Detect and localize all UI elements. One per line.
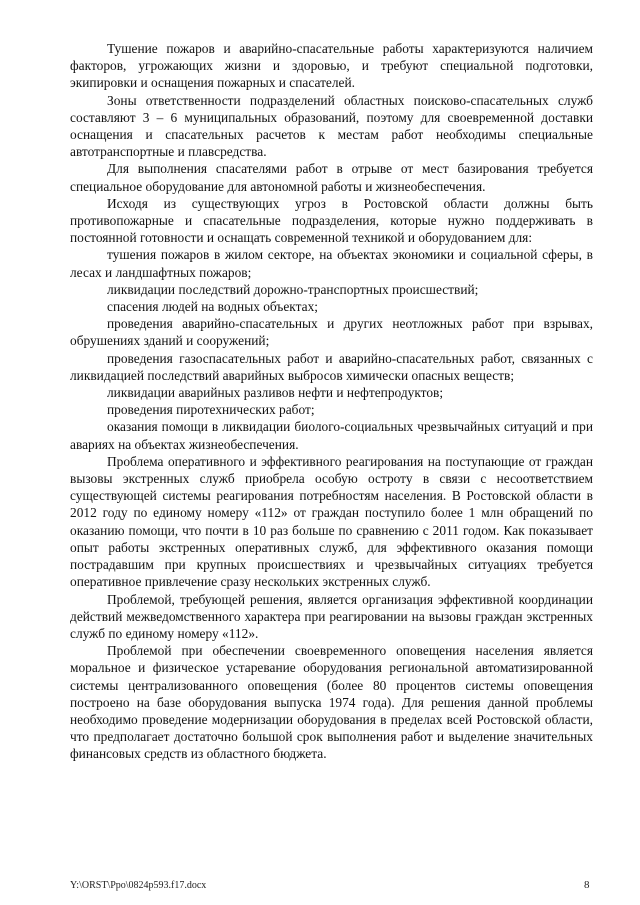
list-item-oil-spills: ликвидации аварийных разливов нефти и нефтепродуктов;: [107, 385, 444, 401]
paragraph-response-problem: Проблема оперативного и эффективного реагирования на поступающие от граждан вызовы экстренных служб приобрела особую остроту в связи с несоответствием существующей системы реагирования потребностям населения. В Ростовской области в 2012 году по единому номеру «112» от граждан поступило более 1 млн обращений по оказанию помощи, что почти в 10 раз больше по сравнению с 2011 годом. Как показывает опыт работы экстренных оперативных служб, для эффективного оказания помощи пострадавшим при крупных происшествиях и чрезвычайных ситуациях требуется оперативное привлечение сразу нескольких экстренных служб.: [70, 453, 593, 590]
page-number: 8: [584, 879, 590, 891]
paragraph-responsibility-zones: Зоны ответственности подразделений областных поисково-спасательных служб составляют 3 – 6 муниципальных образований, поэтому для своевременной доставки оснащения и спасательных расчетов к местам работ необходимы специальные автотранспортные и плавсредства.: [70, 92, 593, 160]
footer-file-path: Y:\ORST\Ppo\0824p593.f17.docx: [70, 880, 207, 891]
paragraph-warning-system-problem: Проблемой при обеспечении своевременного оповещения населения является моральное и физическое устаревание оборудования региональной автоматизированной системы централизованного оповещения (более 80 процентов системы оповещения построено на базе оборудования выпуска 1974 года). Для решения данной проблемы необходимо проведение модернизации оборудования в пределах всей Ростовской области, что предполагает достаточно большой срок выполнения работ и выделение значительных финансовых средств из областного бюджета.: [70, 643, 593, 762]
list-item-fire-extinguishing: тушения пожаров в жилом секторе, на объектах экономики и социальной сферы, в лесах и ландшафтных пожаров;: [70, 247, 593, 280]
paragraph-autonomous-equipment: Для выполнения спасателями работ в отрыве от мест базирования требуется специальное оборудование для автономной работы и жизнеобеспечения.: [70, 161, 593, 194]
list-item-pyrotechnic: проведения пиротехнических работ;: [107, 402, 315, 418]
list-item-water-rescue: спасения людей на водных объектах;: [107, 299, 318, 315]
paragraph-firefighting-factors: Тушение пожаров и аварийно-спасательные работы характеризуются наличием факторов, угрожающих жизни и здоровью, и требуют специальной подготовки, экипировки и оснащения пожарных и спасателей.: [70, 41, 593, 91]
document-body: [70, 40, 593, 763]
list-item-gas-rescue: проведения газоспасательных работ и аварийно-спасательных работ, связанных с ликвидацией последствий аварийных выбросов химически опасных веществ;: [70, 350, 593, 383]
paragraph-coordination-problem: Проблемой, требующей решения, является организация эффективной координации действий межведомственного характера при реагировании на вызовы граждан экстренных служб по единому номеру «112».: [70, 591, 593, 641]
list-item-emergency-works: проведения аварийно-спасательных и других неотложных работ при взрывах, обрушениях зданий и сооружений;: [70, 316, 593, 349]
list-item-bio-social: оказания помощи в ликвидации биолого-социальных чрезвычайных ситуаций и при авариях на объектах жизнеобеспечения.: [70, 419, 593, 452]
list-item-road-accidents: ликвидации последствий дорожно-транспортных происшествий;: [107, 281, 479, 297]
paragraph-existing-threats: Исходя из существующих угроз в Ростовской области должны быть противопожарные и спасательные подразделения, которые нужно поддерживать в постоянной готовности и оснащать современной техникой и оборудованием для:: [70, 195, 593, 246]
